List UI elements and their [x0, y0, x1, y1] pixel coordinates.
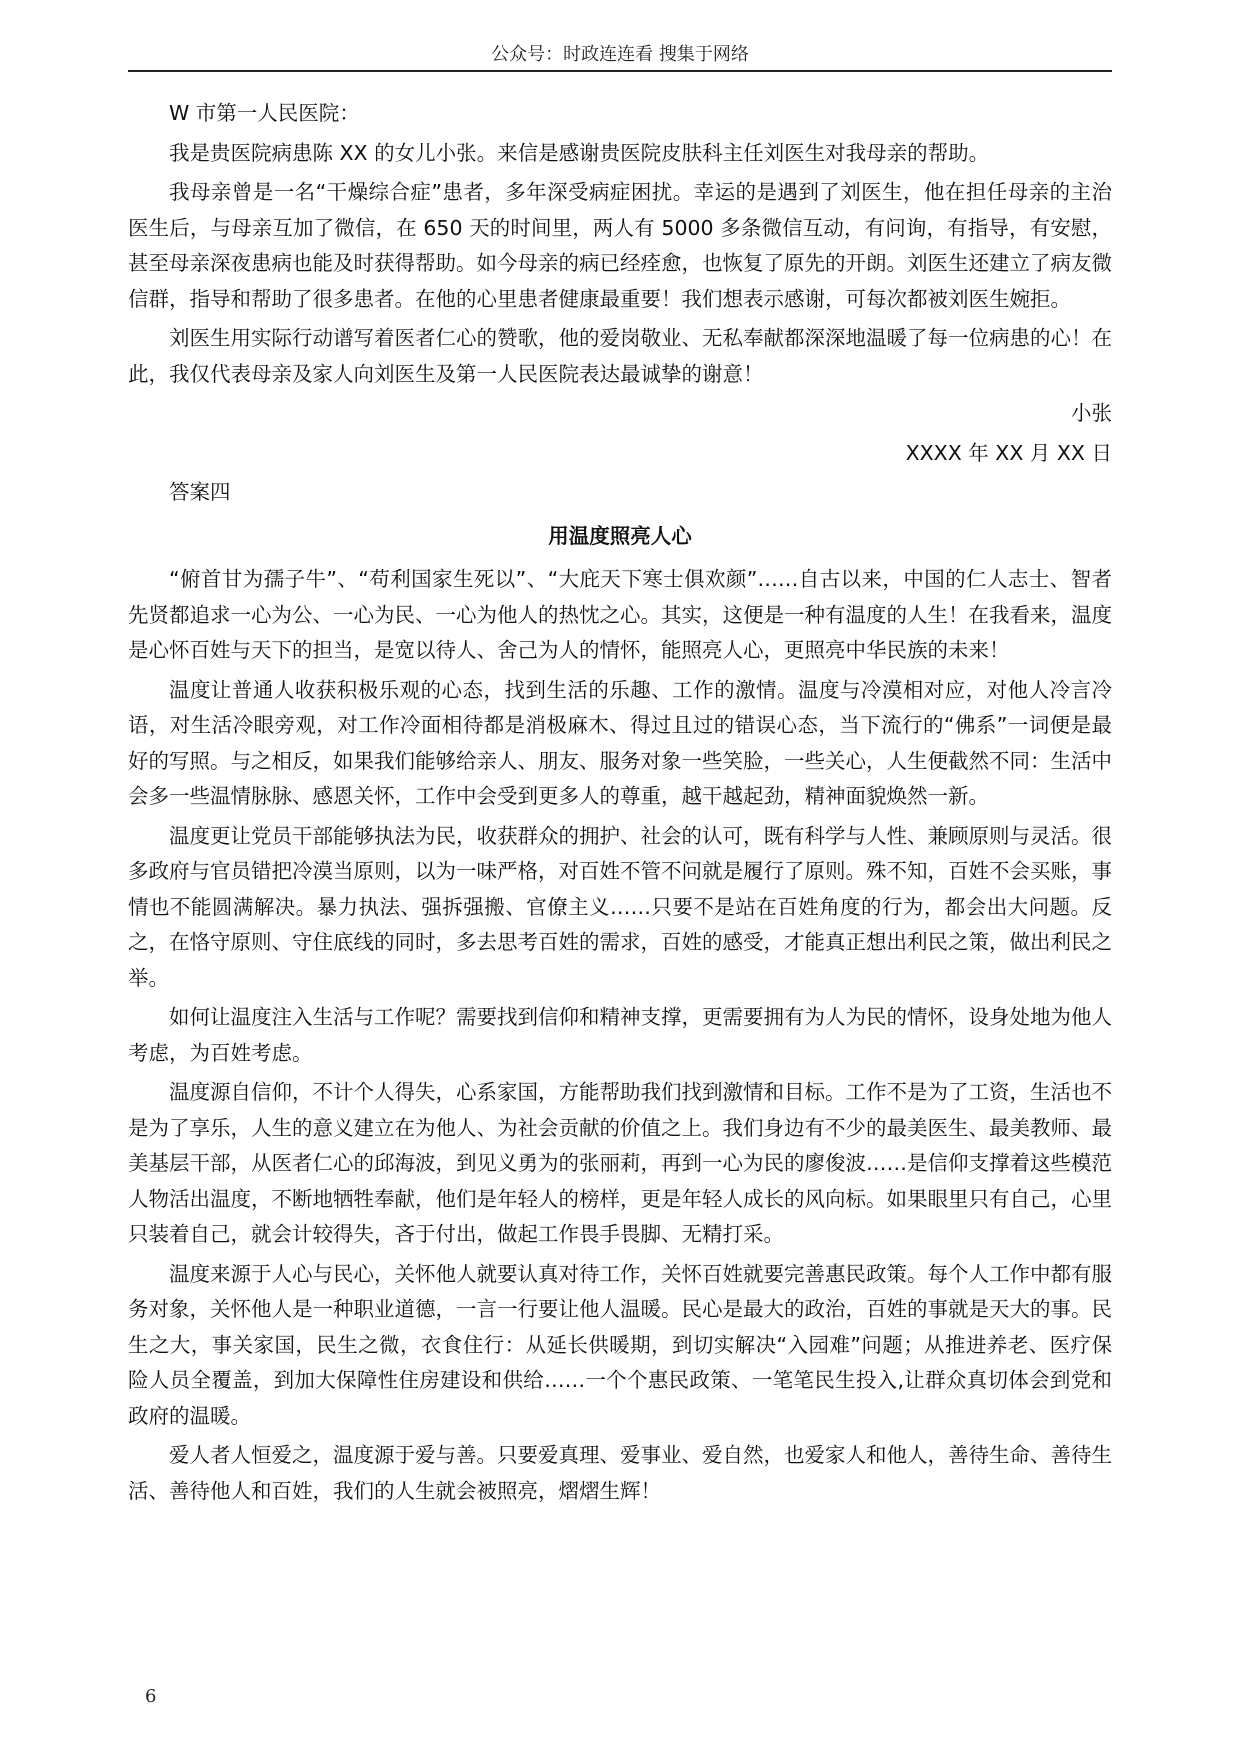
- letter-signature: 小张: [1071, 401, 1112, 425]
- essay-paragraph: 温度源自信仰，不计个人得失，心系家国，方能帮助我们找到激情和目标。工作不是为了工资，生活也不是为了享乐，人生的意义建立在为他人、为社会贡献的价值之上。我们身边有不少的最美医生、最美教师、最美基层干部，从医者仁心的邱海波，到见义勇为的张丽莉，再到一心为民的廖俊波……是信仰支撑着这些模范人物活出温度，不断地牺牲奉献，他们是年轻人的榜样，更是年轻人成长的风向标。如果眼里只有自己，心里只装着自己，就会计较得失，吝于付出，做起工作畏手畏脚、无精打采。: [128, 1080, 1112, 1246]
- letter-paragraph: 刘医生用实际行动谱写着医者仁心的赞歌，他的爱岗敬业、无私奉献都深深地温暖了每一位病患的心！在此，我仅代表母亲及家人向刘医生及第一人民医院表达最诚挚的谢意！: [128, 326, 1112, 386]
- page-number: 6: [145, 1686, 157, 1707]
- essay-paragraph: 温度让普通人收获积极乐观的心态，找到生活的乐趣、工作的激情。温度与冷漠相对应，对他人冷言冷语，对生活冷眼旁观，对工作冷面相待都是消极麻木、得过且过的错误心态，当下流行的“佛系”一词便是最好的写照。与之相反，如果我们能够给亲人、朋友、服务对象一些笑脸，一些关心，人生便截然不同：生活中会多一些温情脉脉、感恩关怀，工作中会受到更多人的尊重，越干越起劲，精神面貌焕然一新。: [128, 677, 1112, 808]
- letter-salutation: W 市第一人民医院：: [169, 101, 360, 125]
- essay-paragraph: 如何让温度注入生活与工作呢？需要找到信仰和精神支撑，更需要拥有为人为民的情怀，设身处地为他人考虑，为百姓考虑。: [128, 1005, 1112, 1065]
- letter-date: XXXX 年 XX 月 XX 日: [905, 440, 1112, 465]
- essay-paragraph: “俯首甘为孺子牛”、“苟利国家生死以”、“大庇天下寒士俱欢颜”……自古以来，中国的仁人志士、智者先贤都追求一心为公、一心为民、一心为他人的热忱之心。其实，这便是一种有温度的人生！在我看来，温度是心怀百姓与天下的担当，是宽以待人、舍己为人的情怀，能照亮人心，更照亮中华民族的未来！: [128, 567, 1112, 662]
- essay-paragraph: 温度更让党员干部能够执法为民，收获群众的拥护、社会的认可，既有科学与人性、兼顾原则与灵活。很多政府与官员错把冷漠当原则，以为一味严格，对百姓不管不问就是履行了原则。殊不知，百姓不会买账，事情也不能圆满解决。暴力执法、强拆强搬、官僚主义……只要不是站在百姓角度的行为，都会出大问题。反之，在恪守原则、守住底线的同时，多去思考百姓的需求，百姓的感受，才能真正想出利民之策，做出利民之举。: [128, 823, 1112, 990]
- essay-title: 用温度照亮人心: [548, 523, 692, 548]
- essay-paragraph: 爱人者人恒爱之，温度源于爱与善。只要爱真理、爱事业、爱自然，也爱家人和他人，善待生命、善待生活、善待他人和百姓，我们的人生就会被照亮，熠熠生辉！: [128, 1443, 1112, 1503]
- letter-paragraph: 我母亲曾是一名“干燥综合症”患者，多年深受病症困扰。幸运的是遇到了刘医生，他在担任母亲的主治医生后，与母亲互加了微信，在 650 天的时间里，两人有 5000 多条微信互动，有问询，有指导，有安慰，甚至母亲深夜患病也能及时获得帮助。如今母亲的病已经痊愈，也恢复了原先的开朗。刘医生还建立了病友微信群，指导和帮助了很多患者。在他的心里患者健康最重要！我们想表示感谢，可每次都被刘医生婉拒。: [128, 180, 1112, 311]
- document-body: [128, 96, 1112, 1513]
- answer-label: 答案四: [169, 480, 231, 504]
- page-header: [128, 40, 1112, 72]
- header-text: 公众号：时政连连看 搜集于网络: [491, 44, 749, 65]
- essay-paragraph: 温度来源于人心与民心，关怀他人就要认真对待工作，关怀百姓就要完善惠民政策。每个人工作中都有服务对象，关怀他人是一种职业道德，一言一行要让他人温暖。民心是最大的政治，百姓的事就是天大的事。民生之大，事关家国，民生之微，衣食住行：从延长供暖期，到切实解决“入园难”问题；从推进养老、医疗保险人员全覆盖，到加大保障性住房建设和供给……一个个惠民政策、一笔笔民生投入,让群众真切体会到党和政府的温暖。: [128, 1261, 1112, 1428]
- letter-paragraph: 我是贵医院病患陈 XX 的女儿小张。来信是感谢贵医院皮肤科主任刘医生对我母亲的帮助。: [169, 140, 990, 165]
